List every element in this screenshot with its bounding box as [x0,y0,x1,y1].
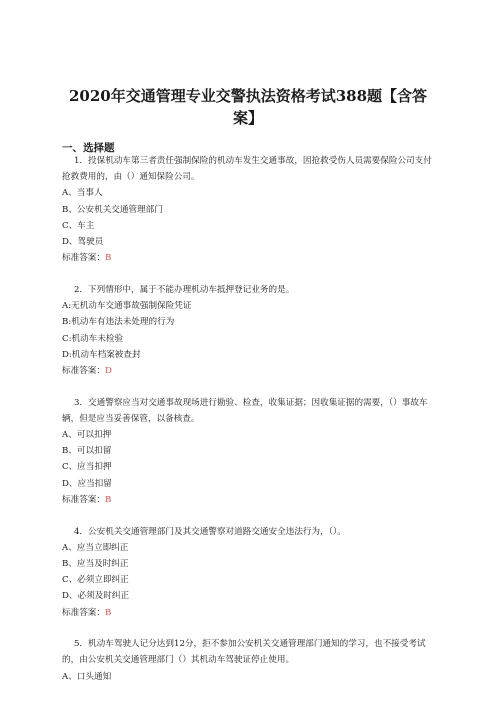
question-text: 2．下列情形中，属于不能办理机动车抵押登记业务的是。 [74,284,295,295]
option: B、可以扣留 [62,446,112,457]
option: B、公安机关交通管理部门 [62,204,163,215]
standard-answer [62,492,437,508]
question-block [62,282,437,379]
option: D、必须及时纠正 [62,591,130,602]
option: A、应当立即纠正 [62,542,129,553]
option: C、必须立即纠正 [62,575,129,586]
option: C、应当扣押 [62,462,112,473]
question-block [62,395,437,508]
document-title: 2020年交通管理专业交警执法资格考试388题【含答案】 [68,87,428,127]
question-text: 5．机动车驾驶人记分达到12分，拒不参加公安机关交通管理部门通知的学习，也不接受考试的，由公安机关交通管理部门（）其机动车驾驶证停止使用。 [62,639,426,666]
option: D、驾驶员 [62,237,104,248]
answer-label: 标准答案： [62,494,105,505]
standard-answer [62,363,437,379]
question-block [62,636,437,685]
question-list [62,153,437,685]
option: D、应当扣留 [62,478,112,489]
option: A、口头通知 [62,671,112,682]
answer-value: B [104,253,112,264]
standard-answer [62,250,437,266]
answer-label: 标准答案： [62,253,105,264]
option: D:机动车档案被查封 [62,349,141,360]
question-text: 3．交通警察应当对交通事故现场进行勘验、检查，收集证据；因收集证据的需要，（）事故车辆，但是应当妥善保管，以备核查。 [62,397,428,424]
section-heading: 一、选择题 [62,142,115,154]
answer-label: 标准答案： [62,607,105,618]
option: B、应当及时纠正 [62,558,129,569]
option: C、车主 [62,220,95,231]
question-block [62,153,437,266]
question-text: 1．投保机动车第三者责任强制保险的机动车发生交通事故，因抢救受伤人员需要保险公司支付抢救费用的，由（）通知保险公司。 [62,156,432,183]
answer-value: D [104,365,112,376]
standard-answer [62,605,437,621]
answer-value: B [104,494,112,505]
option: C:机动车未检验 [62,333,124,344]
answer-label: 标准答案： [62,365,105,376]
answer-value: B [104,607,112,618]
question-text: 4．公安机关交通管理部门及其交通警察对道路交通安全违法行为，（）。 [74,526,346,537]
option: A:无机动车交通事故强制保险凭证 [62,301,192,312]
option: A、当事人 [62,188,103,199]
question-block [62,524,437,621]
option: A、可以扣押 [62,430,112,441]
option: B:机动车有违法未处理的行为 [62,317,175,328]
